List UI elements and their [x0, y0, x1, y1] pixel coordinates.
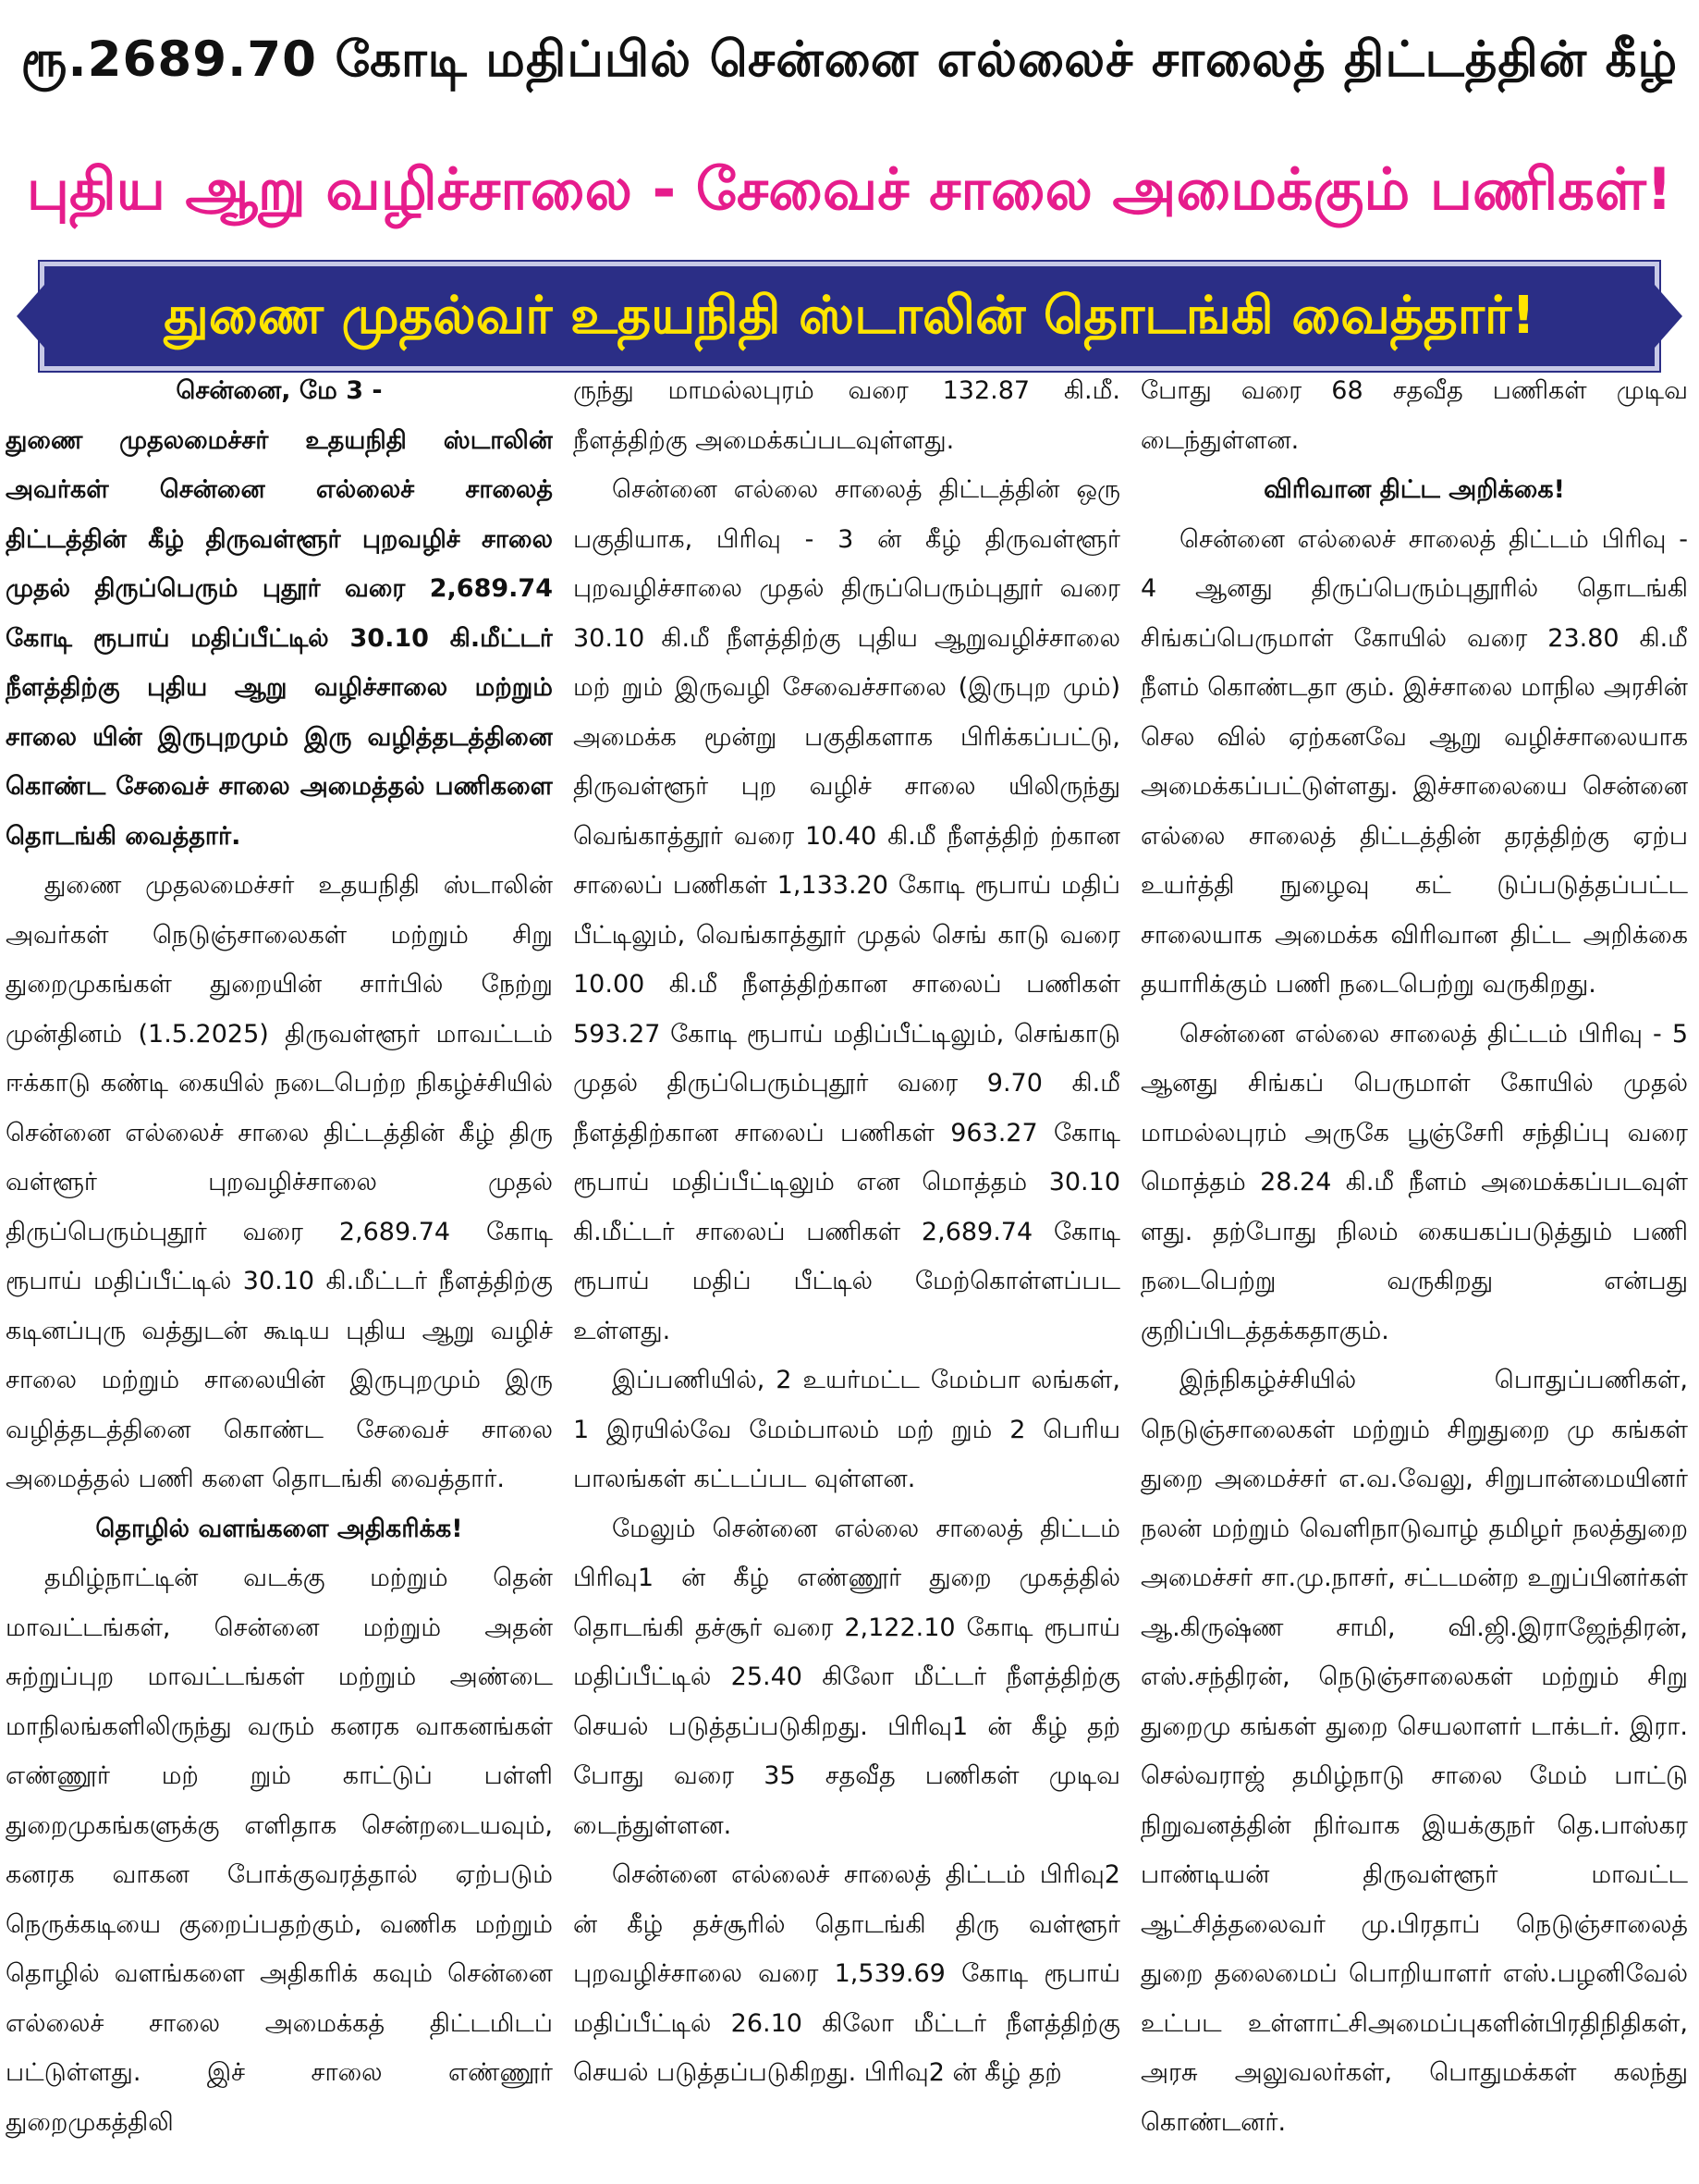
- paragraph: தமிழ்நாட்டின் வடக்கு மற்றும் தென் மாவட்டங்கள், சென்னை மற்றும் அதன் சுற்றுப்புற மாவட்டங்கள் மற்றும் அண்டை மாநிலங்களிலிருந்து வரும் கனரக வாகனங்கள் எண்ணூர் மற் றும் காட்டுப் பள்ளி துறைமுகங்களுக்கு எளிதாக சென்றடையவும், கனரக வாகன போக்குவரத்தால் ஏற்படும் நெருக்கடியை குறைப்பதற்கும், வணிக மற்றும் தொழில் வளங்களை அதிகரிக் கவும் சென்னை எல்லைச் சாலை அமைக்கத் திட்டமிடப் பட்டுள்ளது. இச் சாலை எண்ணூர் துறைமுகத்திலி: [6, 1564, 553, 2137]
- banner-text: துணை முதல்வர் உதயநிதி ஸ்டாலின் தொடங்கி வைத்தார்!: [164, 286, 1535, 346]
- paragraph: சென்னை எல்லைச் சாலைத் திட்டம் பிரிவு - 4 ஆனது திருப்பெரும்புதூரில் தொடங்கி சிங்கப்பெருமாள் கோயில் வரை 23.80 கி.மீ நீளம் கொண்டதா கும். இச்சாலை மாநில அரசின் செல வில் ஏற்கனவே ஆறு வழிச்சாலையாக அமைக்கப்பட்டுள்ளது. இச்சாலையை சென்னை எல்லை சாலைத் திட்டத்தின் தரத்திற்கு ஏற்ப உயர்த்தி நுழைவு கட் டுப்படுத்தப்பட்ட சாலையாக அமைக்க விரிவான திட்ட அறிக்கை தயாரிக்கும் பணி நடைபெற்று வருகிறது.: [1141, 524, 1688, 999]
- paragraph: சென்னை எல்லை சாலைத் திட்டம் பிரிவு - 5 ஆனது சிங்கப் பெருமாள் கோயில் முதல் மாமல்லபுரம் அருகே பூஞ்சேரி சந்திப்பு வரை மொத்தம் 28.24 கி.மீ நீளம் அமைக்கப்படவுள் ளது. தற்போது நிலம் கையகப்படுத்தும் பணி நடைபெற்று வருகிறது என்பது குறிப்பிடத்தக்கதாகும்.: [1141, 1019, 1688, 1345]
- subheading: விரிவான திட்ட அறிக்கை!: [1264, 475, 1565, 504]
- paragraph: மேலும் சென்னை எல்லை சாலைத் திட்டம் பிரிவு1 ன் கீழ் எண்ணூர் துறை முகத்தில் தொடங்கி தச்சூர் வரை 2,122.10 கோடி ரூபாய் மதிப்பீட்டில் 25.40 கிலோ மீட்டர் நீளத்திற்கு செயல் படுத்தப்படுகிறது. பிரிவு1 ன் கீழ் தற் போது வரை 35 சதவீத பணிகள் முடிவ டைந்துள்ளன.: [573, 1514, 1120, 1840]
- column-3: [1141, 366, 1688, 2180]
- headline-top: ரூ.2689.70 கோடி மதிப்பில் சென்னை எல்லைச் சாலைத் திட்டத்தின் கீழ்: [20, 31, 1679, 88]
- headline-banner: [44, 266, 1655, 366]
- subheading: தொழில் வளங்களை அதிகரிக்க!: [95, 1514, 463, 1543]
- paragraph: சென்னை எல்லை சாலைத் திட்டத்தின் ஒரு பகுதியாக, பிரிவு - 3 ன் கீழ் திருவள்ளூர் புறவழிச்சாலை முதல் திருப்பெரும்புதூர் வரை 30.10 கி.மீ நீளத்திற்கு புதிய ஆறுவழிச்சாலை மற் றும் இருவழி சேவைச்சாலை (இருபுற மும்) அமைக்க மூன்று பகுதிகளாக பிரிக்கப்பட்டு, திருவள்ளூர் புற வழிச் சாலை யிலிருந்து வெங்காத்தூர் வரை 10.40 கி.மீ நீளத்திற் ற்கான சாலைப் பணிகள் 1,133.20 கோடி ரூபாய் மதிப் பீட்டிலும், வெங்காத்தூர் முதல் செங் காடு வரை 10.00 கி.மீ நீளத்திற்கான சாலைப் பணிகள் 593.27 கோடி ரூபாய் மதிப்பீட்டிலும், செங்காடு முதல் திருப்பெரும்புதூர் வரை 9.70 கி.மீ நீளத்திற்கான சாலைப் பணிகள் 963.27 கோடி ரூபாய் மதிப்பீட்டிலும் என மொத்தம் 30.10 கி.மீட்டர் சாலைப் பணிகள் 2,689.74 கோடி ரூபாய் மதிப் பீட்டில் மேற்கொள்ளப்பட உள்ளது.: [573, 475, 1120, 1345]
- lead-paragraph: [6, 366, 553, 861]
- paragraph: இந்நிகழ்ச்சியில் பொதுப்பணிகள், நெடுஞ்சாலைகள் மற்றும் சிறுதுறை மு கங்கள் துறை அமைச்சர் எ.வ.வேலு, சிறுபான்மையினர் நலன் மற்றும் வெளிநாடுவாழ் தமிழர் நலத்துறை அமைச்சர் சா.மு.நாசர், சட்டமன்ற உறுப்பினர்கள் ஆ.கிருஷ்ண சாமி, வி.ஜி.இராஜேந்திரன், எஸ்.சந்திரன், நெடுஞ்சாலைகள் மற்றும் சிறு துறைமு கங்கள் துறை செயலாளர் டாக்டர். இரா. செல்வராஜ் தமிழ்நாடு சாலை மேம் பாட்டு நிறுவனத்தின் நிர்வாக இயக்குநர் தெ.பாஸ்கர பாண்டியன் திருவள்ளூர் மாவட்ட ஆட்சித்தலைவர் மு.பிரதாப் நெடுஞ்சாலைத் துறை தலைமைப் பொறியாளர் எஸ்.பழனிவேல் உட்பட உள்ளாட்சிஅமைப்புகளின்பிரதிநிதிகள், அரசு அலுவலர்கள், பொதுமக்கள் கலந்து கொண்டனர்.: [1141, 1366, 1688, 2137]
- article-body: [6, 366, 1693, 2180]
- column-1: [6, 366, 553, 2180]
- paragraph: ருந்து மாமல்லபுரம் வரை 132.87 கி.மீ. நீளத்திற்கு அமைக்கப்படவுள்ளது.: [573, 376, 1120, 455]
- dateline: சென்னை, மே 3 -: [176, 376, 383, 405]
- column-2: [573, 366, 1120, 2180]
- paragraph: போது வரை 68 சதவீத பணிகள் முடிவ டைந்துள்ளன.: [1141, 376, 1688, 455]
- paragraph: இப்பணியில், 2 உயர்மட்ட மேம்பா லங்கள், 1 இரயில்வே மேம்பாலம் மற் றும் 2 பெரிய பாலங்கள் கட்டப்பட வுள்ளன.: [573, 1366, 1120, 1493]
- headline-main: புதிய ஆறு வழிச்சாலை - சேவைச் சாலை அமைக்கும் பணிகள்!: [26, 155, 1673, 223]
- paragraph: சென்னை எல்லைச் சாலைத் திட்டம் பிரிவு2 ன் கீழ் தச்சூரில் தொடங்கி திரு வள்ளூர் புறவழிச்சாலை வரை 1,539.69 கோடி ரூபாய் மதிப்பீட்டில் 26.10 கிலோ மீட்டர் நீளத்திற்கு செயல் படுத்தப்படுகிறது. பிரிவு2 ன் கீழ் தற்: [573, 1860, 1120, 2087]
- lead-text: துணை முதலமைச்சர் உதயநிதி ஸ்டாலின் அவர்கள் சென்னை எல்லைச் சாலைத் திட்டத்தின் கீழ் திருவள்ளூர் புறவழிச் சாலை முதல் திருப்பெரும் புதூர் வரை 2,689.74 கோடி ரூபாய் மதிப்பீட்டில் 30.10 கி.மீட்டர் நீளத்திற்கு புதிய ஆறு வழிச்சாலை மற்றும் சாலை யின் இருபுறமும் இரு வழித்தடத்தினை கொண்ட சேவைச் சாலை அமைத்தல் பணிகளை தொடங்கி வைத்தார்.: [6, 425, 553, 851]
- paragraph: துணை முதலமைச்சர் உதயநிதி ஸ்டாலின் அவர்கள் நெடுஞ்சாலைகள் மற்றும் சிறு துறைமுகங்கள் துறையின் சார்பில் நேற்று முன்தினம் (1.5.2025) திருவள்ளூர் மாவட்டம் ஈக்காடு கண்டி கையில் நடைபெற்ற நிகழ்ச்சியில் சென்னை எல்லைச் சாலை திட்டத்தின் கீழ் திரு வள்ளூர் புறவழிச்சாலை முதல் திருப்பெரும்புதூர் வரை 2,689.74 கோடி ரூபாய் மதிப்பீட்டில் 30.10 கி.மீட்டர் நீளத்திற்கு கடினப்புரு வத்துடன் கூடிய புதிய ஆறு வழிச் சாலை மற்றும் சாலையின் இருபுறமும் இரு வழித்தடத்தினை கொண்ட சேவைச் சாலை அமைத்தல் பணி களை தொடங்கி வைத்தார்.: [6, 871, 553, 1493]
